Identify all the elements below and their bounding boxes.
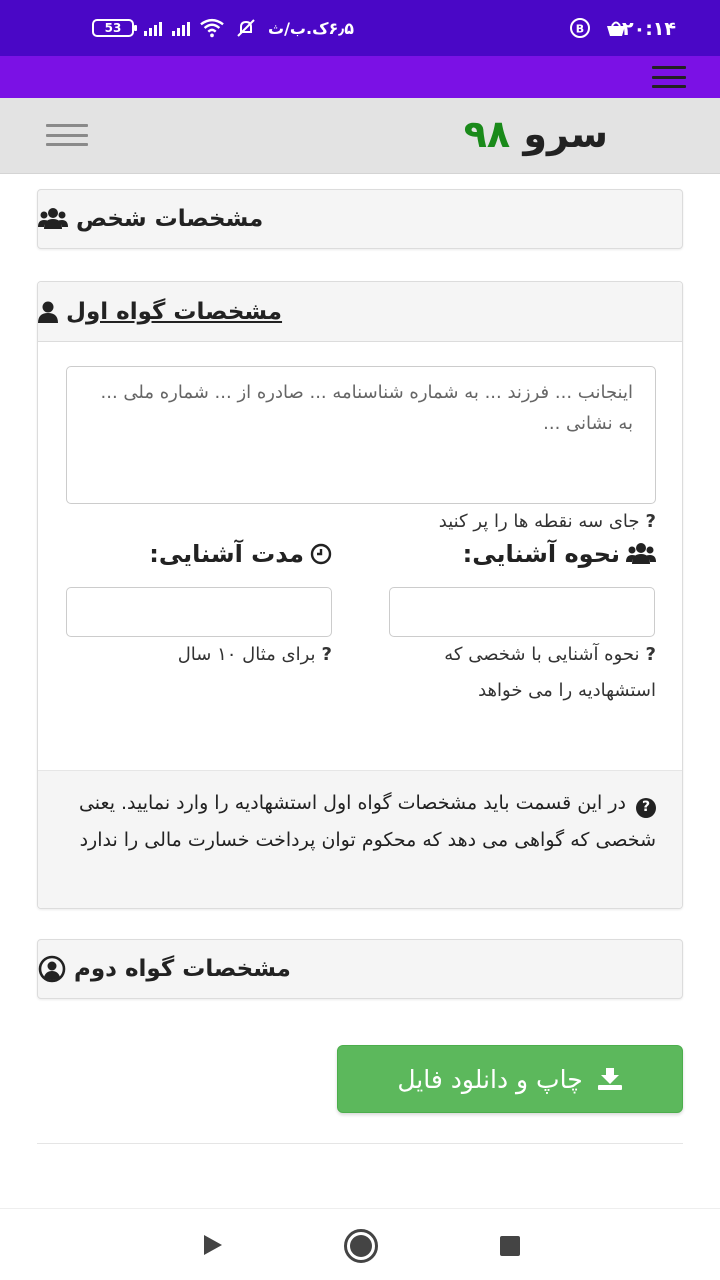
second-witness-panel[interactable]	[37, 939, 683, 999]
acquaintance-help	[386, 637, 656, 709]
person-details-title: مشخصات شخص	[76, 206, 264, 232]
clock: ۲۰:۱۴	[622, 18, 676, 40]
brand-number: ۹۸	[463, 112, 511, 156]
print-download-button[interactable]	[337, 1045, 683, 1113]
duration-help	[66, 637, 332, 673]
signal-icon-2	[172, 20, 190, 36]
users-icon	[38, 207, 68, 231]
svg-text:B: B	[575, 22, 585, 36]
help-mark: ?	[645, 511, 656, 532]
first-witness-heading[interactable]	[38, 282, 682, 342]
person-details-heading[interactable]	[38, 190, 682, 248]
brand-text: سرو	[523, 112, 608, 156]
battery-level: 53	[104, 21, 122, 35]
status-left-group	[92, 16, 354, 40]
duration-input[interactable]	[66, 587, 332, 637]
network-speed: ۶٫۵ک.ب/ث	[268, 18, 354, 38]
duration-help-text: برای مثال ۱۰ سال	[177, 644, 316, 665]
help-mark: ?	[321, 644, 332, 665]
user-circle-icon	[38, 955, 66, 983]
back-icon[interactable]	[204, 1235, 222, 1255]
first-witness-panel	[37, 281, 683, 909]
statement-help	[256, 504, 656, 540]
second-witness-heading[interactable]	[38, 940, 682, 998]
menu-icon[interactable]	[652, 66, 686, 88]
b-badge-icon	[568, 16, 592, 40]
status-bar	[0, 0, 720, 56]
acquaintance-label-text: نحوه آشنایی:	[462, 540, 620, 568]
signal-icon	[144, 20, 162, 36]
user-icon	[38, 301, 58, 323]
acquaintance-help-text: نحوه آشنایی با شخصی که استشهادیه را می خواهد	[444, 644, 656, 701]
statement-textarea[interactable]	[66, 366, 656, 504]
clock-icon	[310, 543, 332, 565]
question-circle-icon: ?	[636, 798, 656, 818]
home-icon[interactable]	[344, 1229, 378, 1263]
statement-placeholder: اینجانب ... فرزند ... به شماره شناسنامه ... صادره از ... شماره ملی ... به نشانی ...	[100, 382, 633, 434]
info-note-text: در این قسمت باید مشخصات گواه اول استشهادیه را وارد نمایید. یعنی شخصی که گواهی می دهد که محکوم توان پرداخت خسارت مالی را ندارد	[78, 792, 656, 851]
wifi-icon	[200, 16, 224, 40]
acquaintance-label	[463, 540, 656, 568]
system-nav-bar	[0, 1208, 720, 1280]
first-witness-title: مشخصات گواه اول	[66, 298, 283, 325]
duration-label	[149, 540, 332, 568]
statement-help-text: جای سه نقطه ها را پر کنید	[438, 511, 640, 532]
battery-icon	[92, 19, 134, 37]
download-icon	[597, 1067, 623, 1091]
duration-label-text: مدت آشنایی:	[149, 540, 304, 568]
users-icon	[626, 542, 656, 566]
print-download-label: چاپ و دانلود فایل	[397, 1064, 583, 1094]
recent-apps-icon[interactable]	[500, 1236, 520, 1256]
help-mark: ?	[645, 644, 656, 665]
footer-divider	[37, 1143, 683, 1144]
info-note	[38, 770, 682, 908]
brand-logo[interactable]	[464, 112, 608, 156]
mute-bell-icon	[234, 16, 258, 40]
status-right-group	[568, 16, 628, 40]
second-witness-title: مشخصات گواه دوم	[74, 956, 291, 982]
acquaintance-input[interactable]	[389, 587, 655, 637]
site-header	[0, 98, 720, 174]
navbar-toggle-icon[interactable]	[46, 124, 88, 146]
person-details-panel[interactable]	[37, 189, 683, 249]
top-nav-bar	[0, 56, 720, 98]
